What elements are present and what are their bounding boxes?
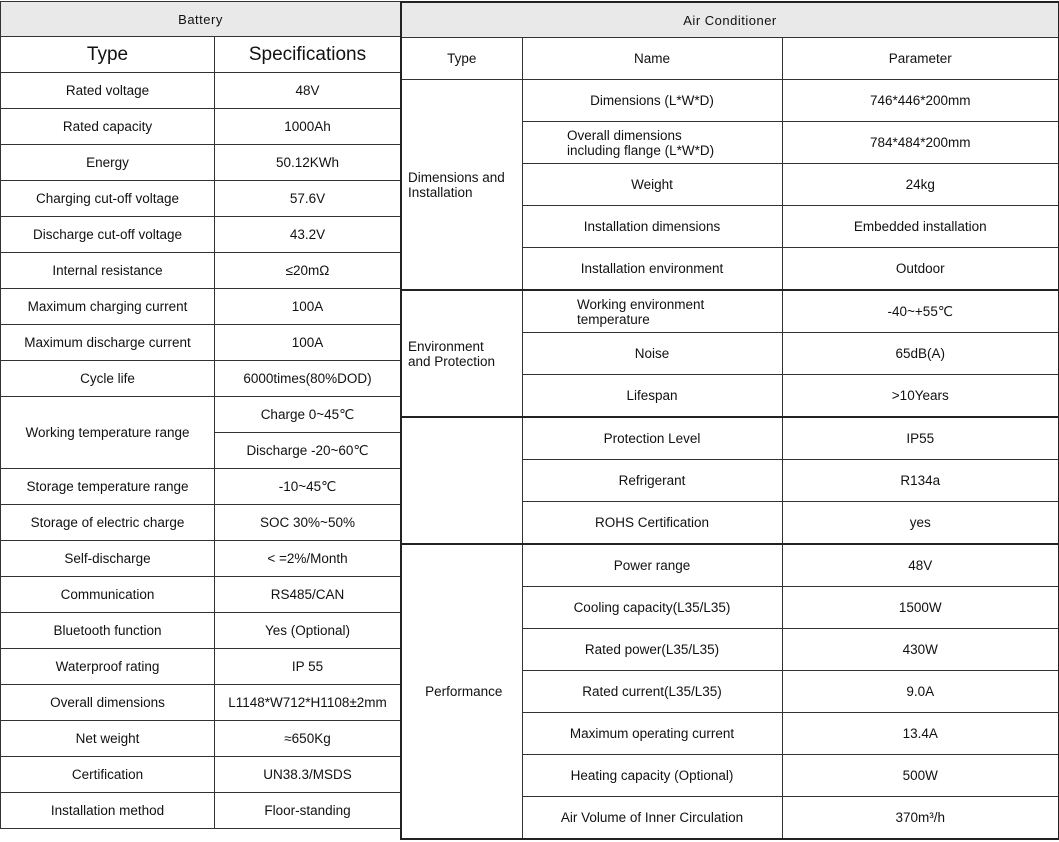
battery-row-value: 57.6V [215,181,401,217]
battery-row-value: UN38.3/MSDS [215,757,401,793]
aircon-group-label-text: Dimensions and Installation [408,169,505,200]
battery-row-label: Communication [1,577,215,613]
aircon-row-parameter: 24kg [782,164,1059,206]
aircon-header-type: Type [401,38,522,80]
aircon-group-label [401,290,522,417]
aircon-row-name: Air Volume of Inner Circulation [522,797,782,840]
battery-row-value: 48V [215,73,401,109]
aircon-row-parameter: Outdoor [782,248,1059,291]
aircon-title: Air Conditioner [401,2,1059,38]
battery-row-value-discharge-temp: Discharge -20~60℃ [215,433,401,469]
aircon-row-parameter: 1500W [782,587,1059,629]
aircon-row-name: Lifespan [522,375,782,418]
battery-row-label: Waterproof rating [1,649,215,685]
battery-row-value: ≈650Kg [215,721,401,757]
aircon-row-parameter: 370m³/h [782,797,1059,840]
battery-row-label: Cycle life [1,361,215,397]
battery-title: Battery [1,2,401,37]
aircon-group-label: Performance [401,544,522,839]
battery-row-value: -10~45℃ [215,469,401,505]
battery-row-label: Energy [1,145,215,181]
aircon-row-parameter: R134a [782,460,1059,502]
aircon-header-name: Name [522,38,782,80]
aircon-row-parameter: 65dB(A) [782,333,1059,375]
aircon-row-name: Cooling capacity(L35/L35) [522,587,782,629]
aircon-row-parameter: Embedded installation [782,206,1059,248]
battery-row-label: Storage temperature range [1,469,215,505]
aircon-row-name: Dimensions (L*W*D) [522,80,782,122]
battery-row-value: Yes (Optional) [215,613,401,649]
battery-row-value: Floor-standing [215,793,401,829]
battery-row-label: Rated capacity [1,109,215,145]
battery-row-value: 100A [215,325,401,361]
battery-row-value: 50.12KWh [215,145,401,181]
aircon-row-name [522,122,782,164]
aircon-row-parameter: 500W [782,755,1059,797]
aircon-row-parameter: -40~+55℃ [782,290,1059,333]
aircon-row-name: ROHS Certification [522,502,782,545]
aircon-row-name: Refrigerant [522,460,782,502]
battery-row-value: 6000times(80%DOD) [215,361,401,397]
aircon-row-parameter: >10Years [782,375,1059,418]
aircon-row-name: Installation environment [522,248,782,291]
battery-row-label: Installation method [1,793,215,829]
battery-row-value-charge-temp: Charge 0~45℃ [215,397,401,433]
aircon-row-parameter: yes [782,502,1059,545]
battery-row-label: Rated voltage [1,73,215,109]
battery-row-value: L1148*W712*H1108±2mm [215,685,401,721]
battery-row-label-working-temp: Working temperature range [1,397,215,469]
battery-row-value: 100A [215,289,401,325]
aircon-group-label-text: Environment and Protection [408,338,496,369]
aircon-row-parameter: 9.0A [782,671,1059,713]
aircon-row-name-text: Working environment temperature [577,296,705,327]
aircon-row-name: Maximum operating current [522,713,782,755]
aircon-row-parameter: 430W [782,629,1059,671]
battery-row-value: SOC 30%~50% [215,505,401,541]
aircon-row-name: Noise [522,333,782,375]
air-conditioner-table [400,1,1059,840]
battery-row-label: Overall dimensions [1,685,215,721]
battery-row-value: 43.2V [215,217,401,253]
battery-row-value: ≤20mΩ [215,253,401,289]
aircon-row-parameter: 13.4A [782,713,1059,755]
aircon-row-name: Weight [522,164,782,206]
battery-row-label: Self-discharge [1,541,215,577]
aircon-row-parameter: 784*484*200mm [782,122,1059,164]
battery-header-type: Type [1,37,215,73]
battery-row-label: Certification [1,757,215,793]
battery-row-value: IP 55 [215,649,401,685]
aircon-row-name: Power range [522,544,782,587]
battery-row-label: Internal resistance [1,253,215,289]
aircon-row-name [522,290,782,333]
aircon-group-label [401,80,522,291]
battery-row-label: Storage of electric charge [1,505,215,541]
battery-row-label: Net weight [1,721,215,757]
aircon-row-parameter: 48V [782,544,1059,587]
aircon-row-parameter: 746*446*200mm [782,80,1059,122]
aircon-row-name: Rated power(L35/L35) [522,629,782,671]
aircon-row-name: Protection Level [522,417,782,460]
aircon-header-parameter: Parameter [782,38,1059,80]
battery-table [0,1,401,829]
battery-row-label: Discharge cut-off voltage [1,217,215,253]
battery-row-value: < =2%/Month [215,541,401,577]
battery-row-label: Bluetooth function [1,613,215,649]
battery-row-label: Charging cut-off voltage [1,181,215,217]
aircon-row-name: Rated current(L35/L35) [522,671,782,713]
aircon-row-name: Heating capacity (Optional) [522,755,782,797]
aircon-row-name: Installation dimensions [522,206,782,248]
battery-row-value: RS485/CAN [215,577,401,613]
aircon-row-name-text: Overall dimensions including flange (L*W*D) [567,127,715,158]
battery-row-label: Maximum charging current [1,289,215,325]
aircon-row-parameter: IP55 [782,417,1059,460]
battery-row-value: 1000Ah [215,109,401,145]
battery-row-label: Maximum discharge current [1,325,215,361]
aircon-group-label [401,417,522,544]
battery-header-specifications: Specifications [215,37,401,73]
